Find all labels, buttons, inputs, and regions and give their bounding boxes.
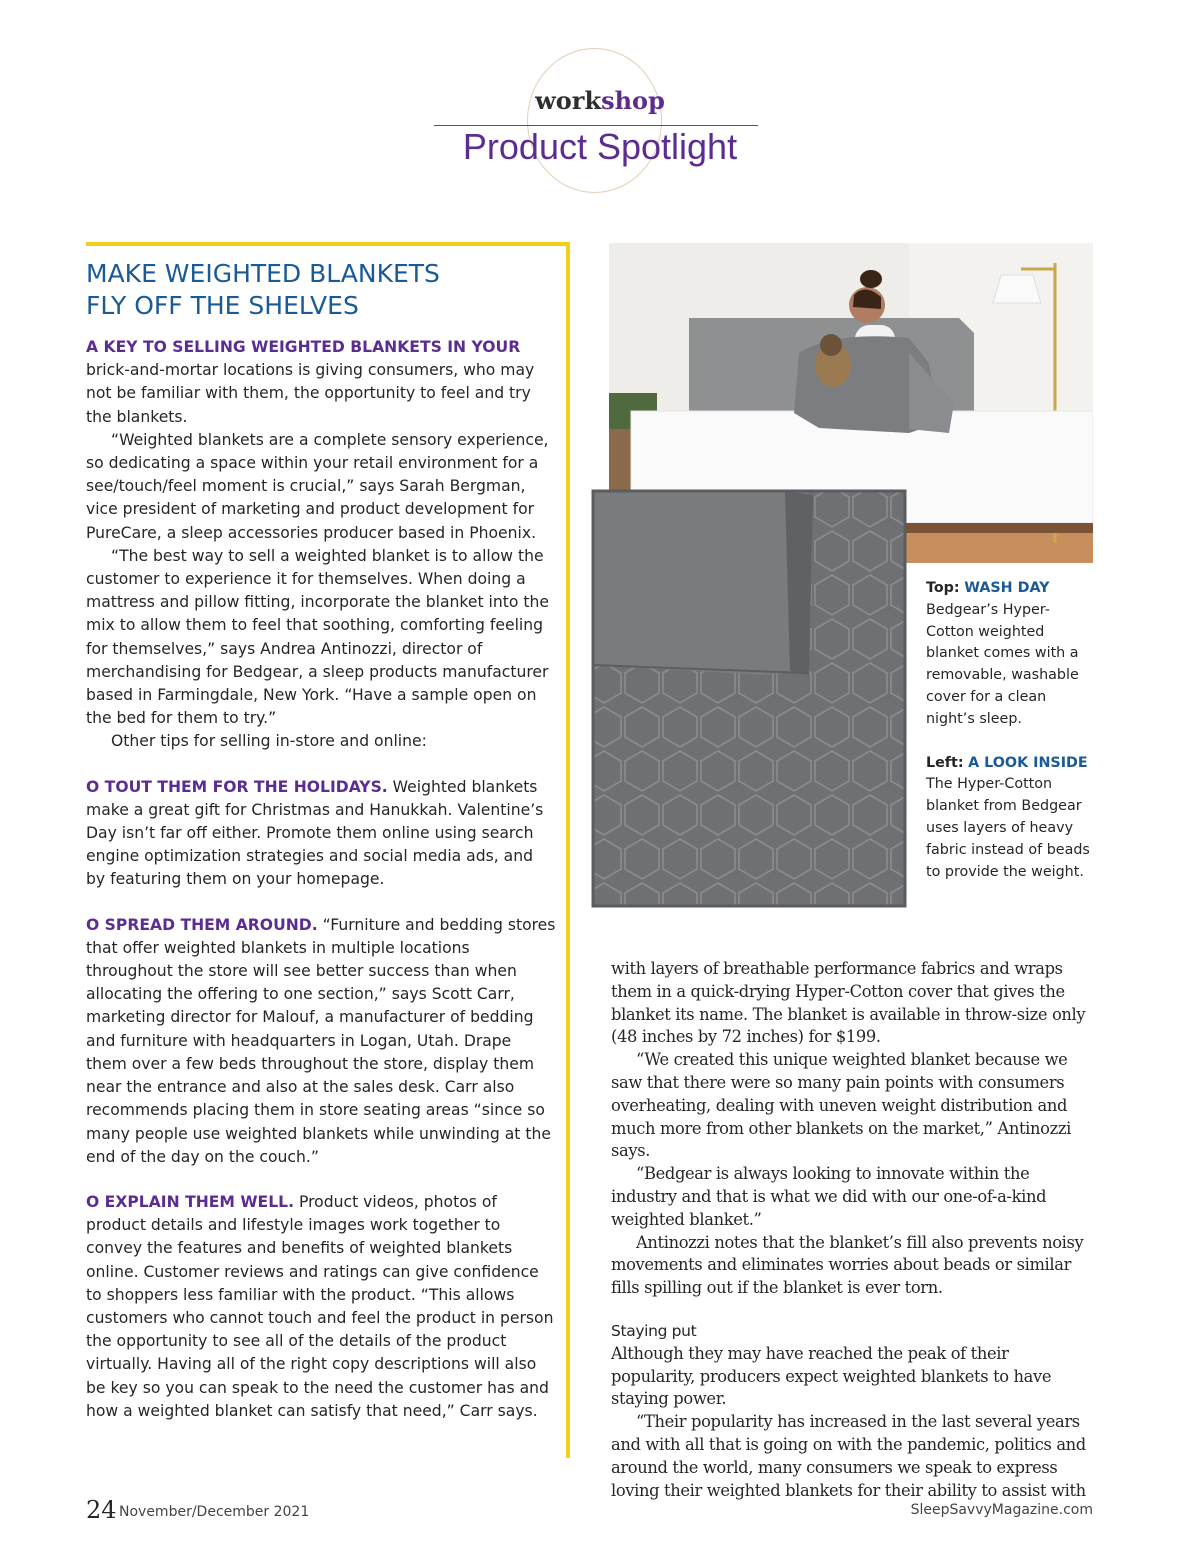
paragraph: Although they may have reached the peak of their popularity, producers expect weighted blankets to have staying power. xyxy=(611,1343,1052,1409)
paragraph: “Their popularity has increased in the last several years and with all that is going on with the pandemic, politics and around the world, many consumers we speak to express loving their weighted blankets for their ability to assist with xyxy=(611,1412,1086,1500)
intro-paragraph: A KEY TO SELLING WEIGHTED BLANKETS IN YOUR brick-and-mortar locations is giving consumers, who may not be familiar with them, the opportunity to feel and try the blankets. xyxy=(86,338,535,426)
tip-explain: O EXPLAIN THEM WELL. Product videos, photos of product details and lifestyle images work together to convey the features and benefits of weighted blankets online. Customer reviews and ratings can give confidence to shoppers less familiar with the product. “This allows customers who cannot touch and feel the product in person the opportunity to see all of the details of the product virtually. Having all of the right copy descriptions will also be key so you can speak to the need the customer has and how a weighted blanket can satisfy that need,” Carr says. xyxy=(86,1192,554,1420)
article-body-left xyxy=(86,336,556,1423)
yellow-frame-right xyxy=(566,242,570,1458)
caption-top: Top: WASH DAY Bedgear’s Hyper-Cotton weighted blanket comes with a removable, washable cover for a clean night’s sleep. xyxy=(926,580,1079,727)
paragraph: “The best way to sell a weighted blanket is to allow the customer to experience it for themselves. When doing a mattress and pillow fitting, incorporate the blanket into the mix to allow them to feel that soothing, comforting feeling for themselves,” says Andrea Antinozzi, director of merchandising for Bedgear, a sleep products manufacturer based in Farmingdale, New York. “Have a sample open on the bed for them to try.” xyxy=(86,546,549,728)
website-url: SleepSavvyMagazine.com xyxy=(910,1502,1093,1518)
paragraph: “We created this unique weighted blanket because we saw that there were so many pain points with consumers overheating, dealing with uneven weight distribution and much more from other blankets on the market,” Antinozzi says. xyxy=(611,1050,1071,1161)
yellow-frame-top xyxy=(86,242,570,246)
paragraph: with layers of breathable performance fabrics and wraps them in a quick-drying Hyper-Cotton cover that gives the blanket its name. The blanket is available in throw-size only (48 inches by 72 inches) for $199. xyxy=(611,959,1086,1047)
issue-date: November/December 2021 xyxy=(119,1504,310,1520)
photo-captions xyxy=(926,578,1096,883)
page-number: 24 xyxy=(86,1496,117,1524)
section-label: workshop xyxy=(535,86,665,115)
paragraph: “Weighted blankets are a complete sensory experience, so dedicating a space within your retail environment for a see/touch/feel moment is crucial,” says Sarah Bergman, vice president of marketing and product development for PureCare, a sleep accessories producer based in Phoenix. xyxy=(86,430,549,542)
article-headline: MAKE WEIGHTED BLANKETS FLY OFF THE SHELVES xyxy=(86,259,440,320)
tip-spread: O SPREAD THEM AROUND. “Furniture and bedding stores that offer weighted blankets in multiple locations throughout the store will see better success than when allocating the offering to one section,” says Scott Carr, marketing director for Malouf, a manufacturer of bedding and furniture with headquarters in Logan, Utah. Drape them over a few beds throughout the store, display them near the entrance and also at the sales desk. Carr also recommends placing them in store seating areas “since so many people use weighted blankets while unwinding at the end of the day on the couch.” xyxy=(86,915,556,1166)
blanket-photo xyxy=(585,485,911,912)
paragraph: Antinozzi notes that the blanket’s fill also prevents noisy movements and eliminates worries about beads or similar fills spilling out if the blanket is ever torn. xyxy=(611,1232,1084,1298)
page-title: Product Spotlight xyxy=(462,126,738,167)
paragraph: Other tips for selling in-store and online: xyxy=(111,732,427,751)
paragraph: “Bedgear is always looking to innovate within the industry and that is what we did with our one-of-a-kind weighted blanket.” xyxy=(611,1164,1047,1229)
header-circle-ornament xyxy=(527,48,662,193)
caption-left: Left: A LOOK INSIDE The Hyper-Cotton blanket from Bedgear uses layers of heavy fabric instead of beads to provide the weight. xyxy=(926,754,1090,880)
article-body-right xyxy=(611,958,1095,1502)
tip-holidays: O TOUT THEM FOR THE HOLIDAYS. Weighted blankets make a great gift for Christmas and Hanukkah. Valentine’s Day isn’t far off either. Promote them online using search engine optimization strategies and social media ads, and by featuring them on your homepage. xyxy=(86,777,544,889)
subheading: Staying put xyxy=(611,1321,697,1340)
